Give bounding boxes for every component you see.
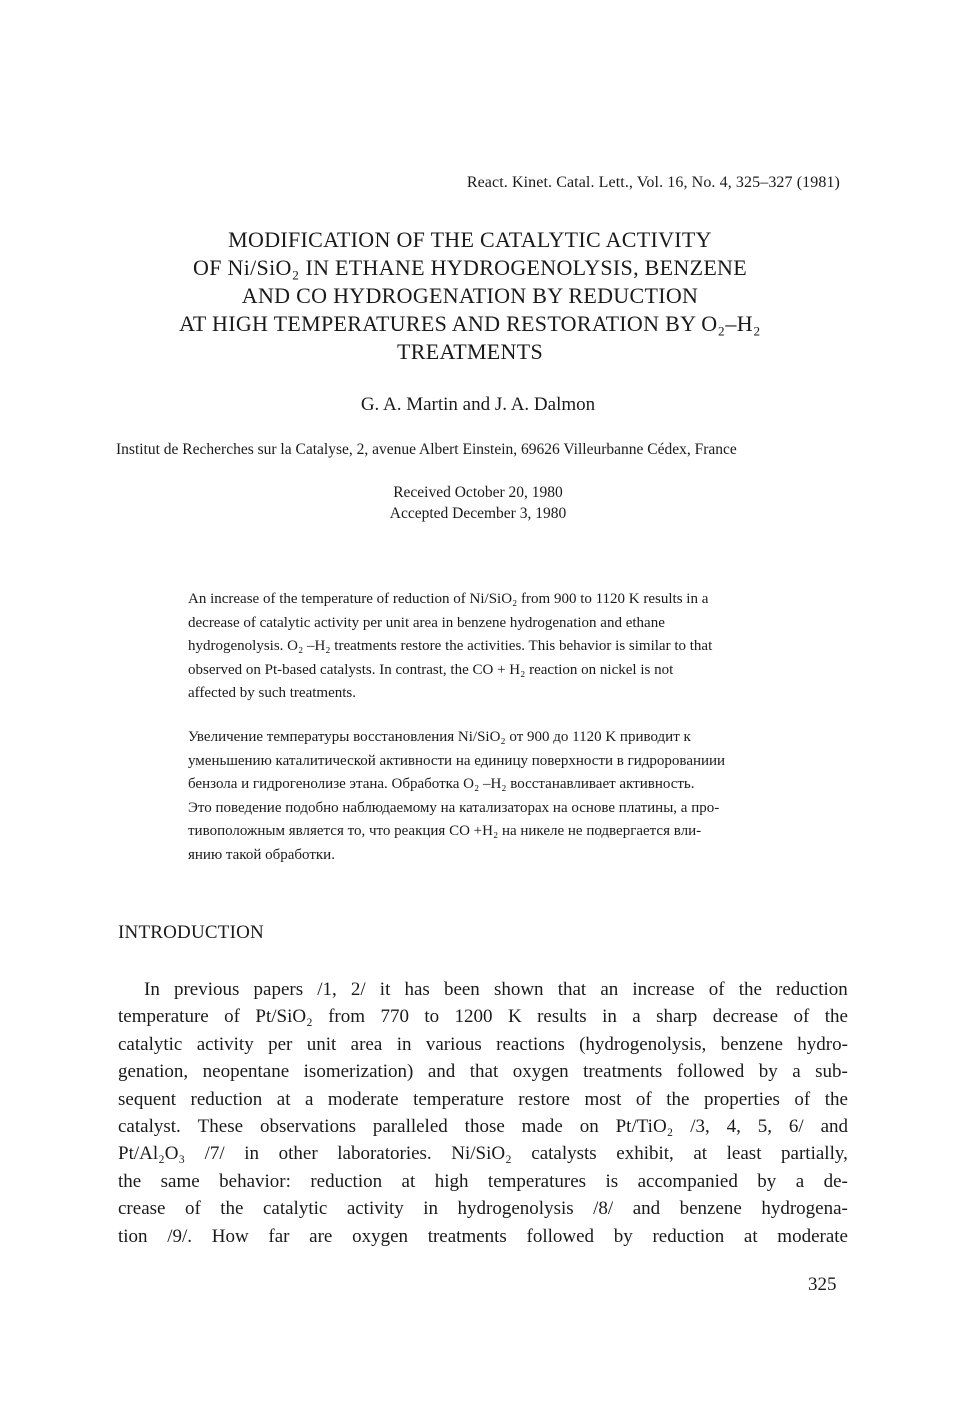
body-line: the same behavior: reduction at high temperatures is accompanied by a de- — [118, 1170, 848, 1192]
title-line: MODIFICATION OF THE CATALYTIC ACTIVITY — [228, 227, 712, 252]
body-text — [118, 976, 848, 1250]
abstract-line: тивоположным является то, что реакция CO +H₂ на никеле не подвергается вли- — [188, 823, 702, 839]
body-line: temperature of Pt/SiO₂ from 770 to 1200 K results in a sharp decrease of the — [118, 1006, 848, 1028]
body-line: Pt/Al₂O₃ /7/ in other laboratories. Ni/SiO₂ catalysts exhibit, at least partially, — [118, 1143, 848, 1165]
accepted-date: Accepted December 3, 1980 — [389, 505, 567, 522]
abstract-line: янию такой обработки. — [188, 846, 335, 863]
title-line: AND CO HYDROGENATION BY REDUCTION — [241, 283, 699, 308]
received-date: Received October 20, 1980 — [393, 484, 563, 501]
abstract-english — [188, 588, 840, 706]
page-number: 325 — [808, 1274, 837, 1295]
abstract-line: Увеличение температуры восстановления Ni/SiO₂ от 900 до 1120 K приводит к — [188, 729, 691, 745]
abstract-line: бензола и гидрогенолизе этана. Обработка O₂ –H₂ восстанавливает активность. — [188, 776, 695, 792]
abstract-line: decrease of catalytic activity per unit area in benzene hydrogenation and ethane — [188, 614, 665, 631]
title-line: OF Ni/SiO₂ IN ETHANE HYDROGENOLYSIS, BENZENE — [193, 255, 747, 280]
abstract-line: hydrogenolysis. O₂ –H₂ treatments restore the activities. This behavior is similar to that — [188, 638, 713, 654]
submission-dates — [0, 482, 956, 524]
body-line: tion /9/. How far are oxygen treatments followed by reduction at moderate — [118, 1225, 848, 1247]
abstract-line: Это поведение подобно наблюдаемому на катализаторах на основе платины, а про- — [188, 799, 720, 816]
body-line: sequent reduction at a moderate temperature restore most of the properties of the — [118, 1088, 848, 1110]
abstract-russian — [188, 726, 840, 867]
journal-citation: React. Kinet. Catal. Lett., Vol. 16, No. 4, 325–327 (1981) — [466, 174, 840, 191]
abstract-line: уменьшению каталитической активности на единицу поверхности в гидророваниии — [188, 752, 726, 769]
authors: G. A. Martin and J. A. Dalmon — [360, 394, 596, 415]
body-line: In previous papers /1, 2/ it has been shown that an increase of the reduction — [144, 979, 848, 1000]
affiliation: Institut de Recherches sur la Catalyse, 2, avenue Albert Einstein, 69626 Villeurbanne Cédex, France — [116, 441, 737, 458]
abstract-line: affected by such treatments. — [188, 685, 356, 701]
body-line: catalytic activity per unit area in various reactions (hydrogenolysis, benzene hydro- — [118, 1033, 848, 1055]
title-line: AT HIGH TEMPERATURES AND RESTORATION BY O₂–H₂ — [179, 311, 761, 336]
body-line: catalyst. These observations paralleled those made on Pt/TiO₂ /3, 4, 5, 6/ and — [118, 1116, 848, 1138]
title-line: TREATMENTS — [397, 339, 543, 364]
body-line: genation, neopentane isomerization) and that oxygen treatments followed by a sub- — [118, 1061, 848, 1083]
body-line: crease of the catalytic activity in hydrogenolysis /8/ and benzene hydrogena- — [118, 1198, 848, 1220]
section-heading: INTRODUCTION — [118, 922, 264, 943]
paper-title — [80, 226, 860, 366]
abstract-line: An increase of the temperature of reduction of Ni/SiO₂ from 900 to 1120 K results in a — [188, 591, 709, 607]
abstract-line: observed on Pt-based catalysts. In contrast, the CO + H₂ reaction on nickel is not — [188, 661, 674, 678]
